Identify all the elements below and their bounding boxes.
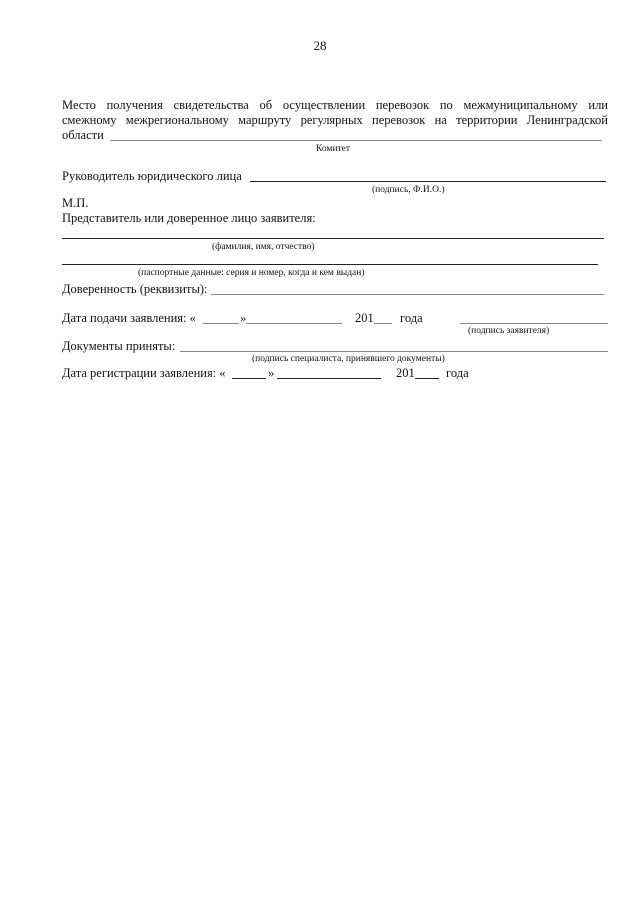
registration-month-line[interactable] [277, 378, 381, 379]
page-number: 28 [313, 38, 327, 53]
representative-name-line[interactable] [62, 238, 604, 239]
registration-date-label: Дата регистрации заявления: « [62, 366, 226, 380]
submission-signature-caption: (подпись заявителя) [468, 326, 550, 336]
registration-quote-close: » [268, 366, 275, 380]
power-of-attorney-label: Доверенность (реквизиты): [62, 282, 208, 296]
registration-year-prefix: 201 [396, 366, 415, 380]
registration-day-line[interactable] [232, 378, 266, 379]
stamp-label: М.П. [62, 196, 89, 210]
representative-name-caption: (фамилия, имя, отчество) [212, 242, 315, 252]
submission-signature-line[interactable] [460, 323, 608, 324]
place-region-label: области [62, 128, 104, 142]
representative-passport-caption: (паспортные данные: серия и номер, когда и кем выдан) [138, 268, 365, 278]
submission-day-line[interactable] [203, 323, 239, 324]
representative-label: Представитель или доверенное лицо заявителя: [62, 211, 316, 225]
submission-quote-close: » [240, 311, 247, 325]
place-field-line[interactable] [110, 140, 602, 141]
place-text-line-1: Место получения свидетельства об осуществлении перевозок по межмуниципальному или [62, 98, 608, 112]
place-caption: Комитет [316, 144, 351, 154]
head-signature-line[interactable] [250, 181, 606, 182]
submission-year-prefix: 201 [355, 311, 374, 325]
registration-year-line[interactable] [415, 378, 439, 379]
documents-accepted-caption: (подпись специалиста, принявшего документы) [252, 354, 445, 364]
head-caption: (подпись, Ф.И.О.) [372, 185, 445, 195]
submission-year-line[interactable] [374, 323, 392, 324]
documents-accepted-label: Документы приняты: [62, 339, 176, 353]
submission-year-word: года [400, 311, 423, 325]
power-of-attorney-line[interactable] [211, 294, 604, 295]
registration-year-word: года [446, 366, 469, 380]
submission-month-line[interactable] [246, 323, 342, 324]
head-label: Руководитель юридического лица [62, 169, 242, 183]
submission-date-label: Дата подачи заявления: « [62, 311, 196, 325]
place-text-line-2: смежному межрегиональному маршруту регулярных перевозок на территории Ленинградской [62, 113, 608, 127]
documents-accepted-line[interactable] [180, 351, 608, 352]
representative-passport-line[interactable] [62, 264, 598, 265]
